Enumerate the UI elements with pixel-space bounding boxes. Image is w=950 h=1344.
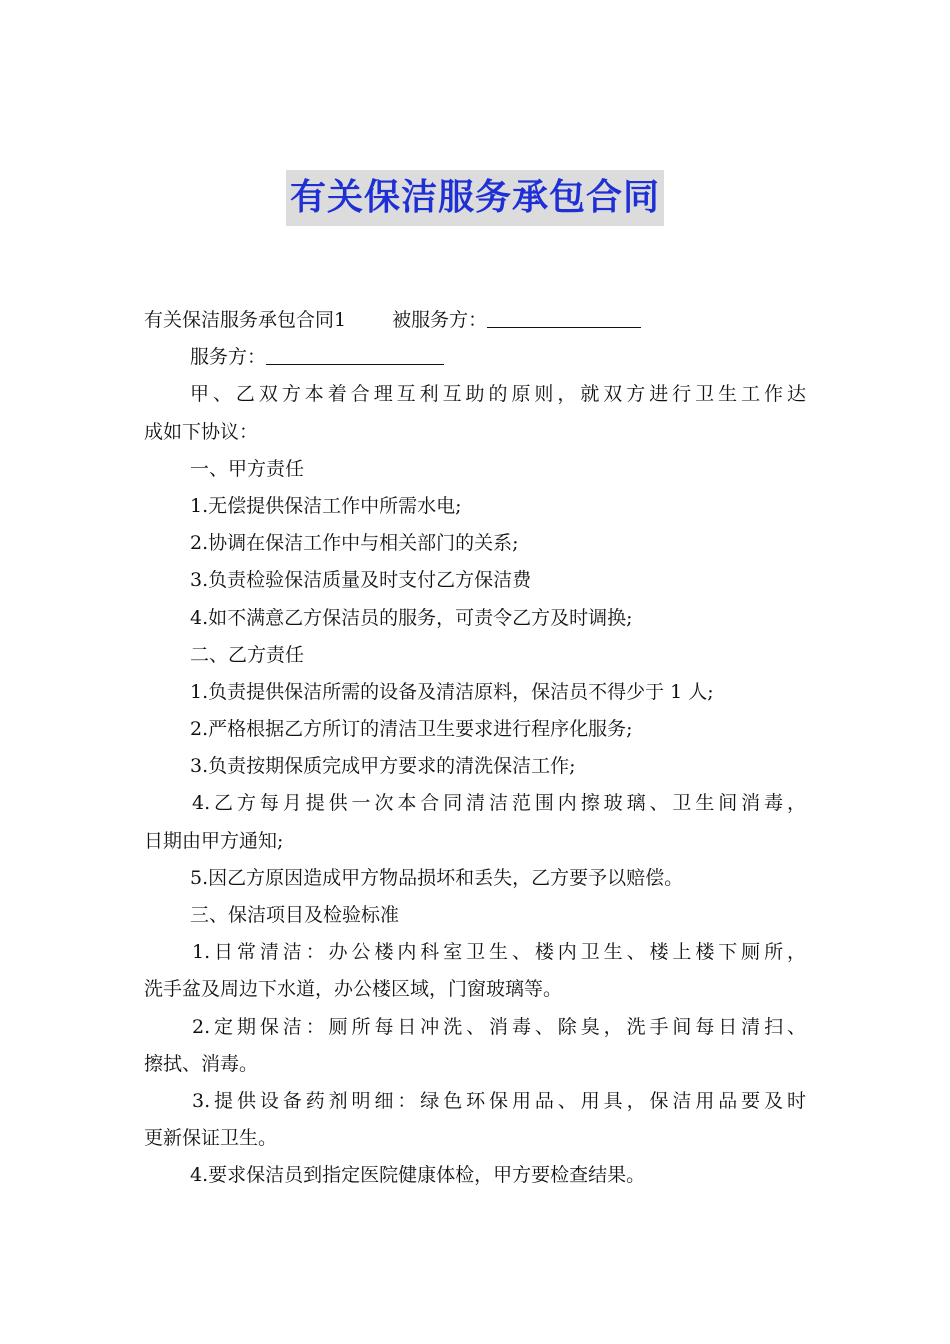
section1-item-3: 3.负责检验保洁质量及时支付乙方保洁费 — [190, 569, 532, 592]
document-title: 有关保洁服务承包合同 — [286, 170, 664, 226]
section2-item-1: 1.负责提供保洁所需的设备及清洁原料，保洁员不得少于 1 人; — [190, 680, 714, 703]
section2-heading: 二、乙方责任 — [190, 643, 305, 666]
section3-heading: 三、保洁项目及检验标准 — [190, 904, 400, 926]
section1-item-4: 4.如不满意乙方保洁员的服务，可责令乙方及时调换; — [190, 606, 633, 629]
section2-item-4-line-1: 4.乙方每月提供一次本合同清洁范围内擦玻璃、卫生间消毒， — [192, 792, 806, 815]
title-container — [0, 170, 950, 226]
section3-item-1-line-1: 1.日常清洁：办公楼内科室卫生、楼内卫生、楼上楼下厕所， — [192, 941, 806, 964]
party-b-blank — [266, 344, 444, 365]
section2-item-3: 3.负责按期保质完成甲方要求的清洗保洁工作; — [190, 755, 576, 778]
section2-item-2: 2.严格根据乙方所订的清洁卫生要求进行程序化服务; — [190, 718, 633, 741]
section3-item-3-line-1: 3.提供设备药剂明细：绿色环保用品、用具，保洁用品要及时 — [192, 1089, 806, 1112]
section3-item-3-line-2: 更新保证卫生。 — [144, 1127, 278, 1150]
section1-heading: 一、甲方责任 — [190, 457, 305, 480]
document-body — [144, 302, 806, 1195]
header-label: 有关保洁服务承包合同1 — [144, 309, 347, 331]
intro-line-1: 甲、乙双方本着合理互利互助的原则，就双方进行卫生工作达 — [190, 383, 806, 406]
party-a-blank — [487, 307, 641, 328]
section2-item-4-line-2: 日期由甲方通知; — [144, 829, 284, 852]
section3-item-4: 4.要求保洁员到指定医院健康体检，甲方要检查结果。 — [190, 1164, 646, 1187]
section1-item-2: 2.协调在保洁工作中与相关部门的关系; — [190, 532, 519, 555]
section3-item-2-line-1: 2.定期保洁：厕所每日冲洗、消毒、除臭，洗手间每日清扫、 — [192, 1015, 806, 1038]
section1-item-1: 1.无偿提供保洁工作中所需水电; — [190, 494, 462, 517]
header-line — [144, 302, 806, 339]
section2-item-5: 5.因乙方原因造成甲方物品损坏和丢失，乙方要予以赔偿。 — [190, 866, 684, 889]
section3-item-1-line-2: 洗手盆及周边下水道，办公楼区域，门窗玻璃等。 — [144, 978, 563, 1001]
section3-item-2-line-2: 擦拭、消毒。 — [144, 1052, 259, 1075]
party-b-line — [144, 339, 806, 376]
intro-line-2: 成如下协议： — [144, 420, 259, 443]
party-a-label: 被服务方： — [392, 309, 488, 331]
party-b-label: 服务方： — [190, 346, 267, 369]
